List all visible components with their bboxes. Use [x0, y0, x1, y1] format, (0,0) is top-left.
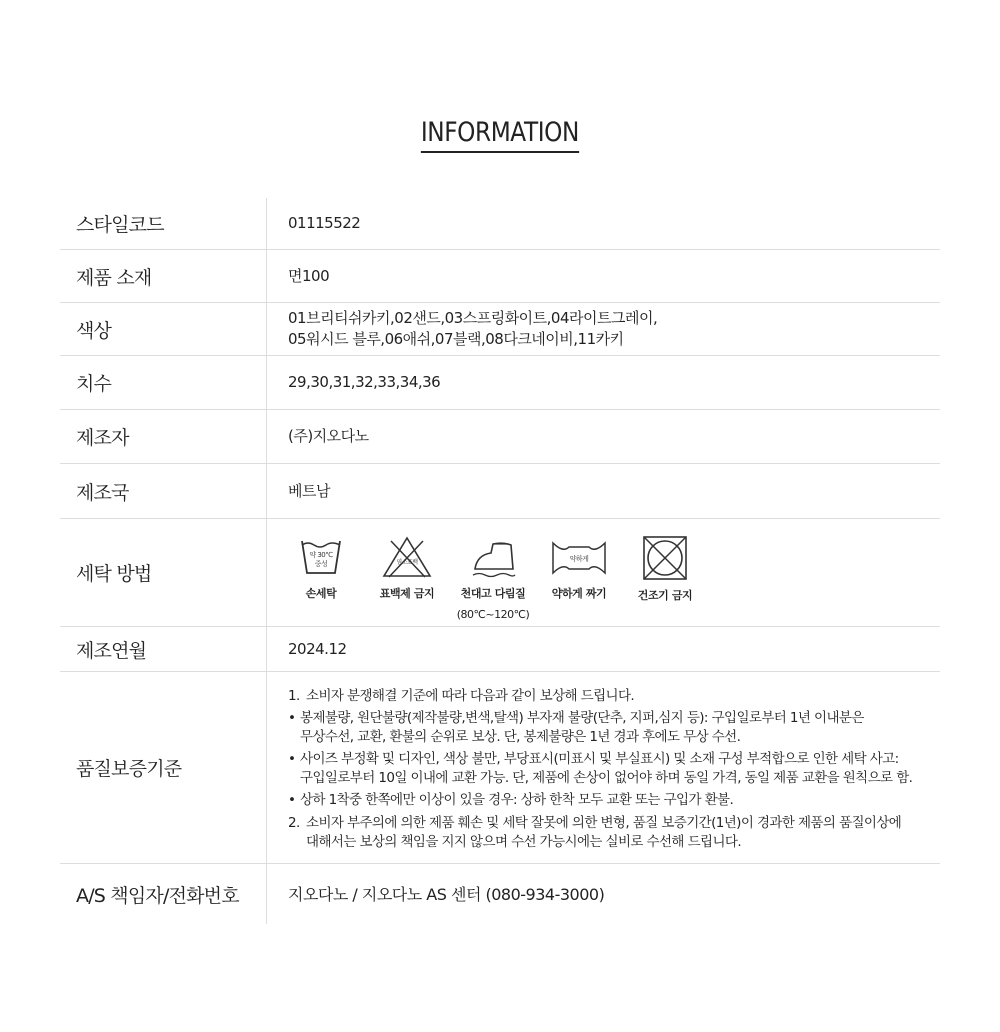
- row-label: 제조국: [60, 464, 267, 518]
- care-label: 손세탁: [305, 587, 337, 600]
- quality-text-line: 소비자 부주의에 의한 제품 훼손 및 세탁 잘못에 의한 변형, 품질 보증기간(1년)이 경과한 제품의 품질이상에: [306, 815, 902, 831]
- page-title-wrap: [0, 116, 1000, 153]
- care-item-gentle-wring: [546, 535, 612, 604]
- row-style-code: [60, 198, 940, 250]
- row-date: [60, 627, 940, 672]
- bullet-line: 상하 1착중 한쪽에만 이상이 있을 경우: 상하 한착 모두 교환 또는 구입가 환불.: [300, 792, 734, 808]
- row-as: [60, 864, 940, 924]
- bullet-line: 무상수선, 교환, 환불의 순위로 보상. 단, 봉제불량은 1년 경과 후에도 무상 수선.: [300, 729, 741, 745]
- row-value: 29,30,31,32,33,34,36: [288, 373, 441, 391]
- row-material: [60, 250, 940, 303]
- bullet-dot: •: [288, 751, 296, 767]
- row-label: 색상: [60, 303, 267, 355]
- care-icons: [267, 519, 940, 626]
- no-tumble-dry-icon: [642, 535, 688, 581]
- quality-num: 1.: [288, 688, 300, 704]
- quality-bullet-2: [288, 750, 940, 788]
- care-label: 표백제 금지: [379, 587, 435, 600]
- row-value: 면100: [288, 266, 330, 285]
- page-title: INFORMATION: [421, 116, 579, 153]
- row-label: 세탁 방법: [60, 519, 267, 626]
- care-item-hand-wash: [288, 535, 354, 604]
- quality-text-line: 소비자 분쟁해결 기준에 따라 다음과 같이 보상해 드립니다.: [306, 688, 635, 704]
- bullet-line: 구입일로부터 10일 이내에 교환 가능. 단, 제품에 손상이 없어야 하며 동일 가격, 동일 제품 교환을 원칙으로 함.: [300, 770, 913, 786]
- hand-wash-temp: 약 30℃: [309, 551, 333, 559]
- row-color: [60, 303, 940, 356]
- care-sub: (80℃~120℃): [456, 608, 530, 621]
- color-line-1: 01브리티쉬카키,02샌드,03스프링화이트,04라이트그레이,: [288, 309, 658, 327]
- iron-icon: [469, 535, 517, 579]
- row-wash: [60, 519, 940, 627]
- row-country: [60, 464, 940, 519]
- row-label: 치수: [60, 356, 267, 409]
- care-label: 천대고 다림질: [460, 587, 526, 600]
- row-label: 스타일코드: [60, 198, 267, 249]
- row-quality: [60, 672, 940, 864]
- care-item-no-bleach: [374, 535, 440, 604]
- row-value: 지오다노 / 지오다노 AS 센터 (080-934-3000): [288, 884, 605, 904]
- bullet-dot: •: [288, 710, 296, 726]
- bullet-dot: •: [288, 792, 296, 808]
- care-item-no-tumble-dry: [632, 535, 698, 606]
- row-value: 01115522: [288, 214, 361, 232]
- row-label: A/S 책임자/전화번호: [60, 864, 267, 924]
- bullet-line: 봉제불량, 원단불량(제작불량,변색,탈색) 부자재 불량(단추, 지퍼,심지 등): 구입일로부터 1년 이내분은: [300, 710, 864, 726]
- row-value: 베트남: [288, 481, 330, 500]
- gentle-wring-text: 약하게: [569, 555, 589, 563]
- care-item-iron: [456, 535, 530, 625]
- row-value: 2024.12: [288, 639, 347, 658]
- hand-wash-icon: [299, 535, 343, 579]
- gentle-wring-icon: [549, 535, 609, 579]
- quality-text: [267, 672, 940, 863]
- care-label: 건조기 금지: [637, 589, 693, 602]
- info-table: [60, 198, 940, 924]
- row-maker: [60, 410, 940, 464]
- bullet-line: 사이즈 부정확 및 디자인, 색상 불만, 부당표시(미표시 및 부실표시) 및 소재 구성 부적합으로 인한 세탁 사고:: [300, 751, 899, 767]
- row-value: [267, 303, 940, 355]
- row-label: 제조자: [60, 410, 267, 463]
- no-bleach-icon: [381, 535, 433, 579]
- hand-wash-neutral: 중성: [314, 560, 328, 568]
- row-label: 품질보증기준: [60, 672, 267, 863]
- quality-bullet-1: [288, 709, 940, 747]
- quality-bullet-3: [288, 791, 940, 810]
- quality-text-line: 대해서는 보상의 책임을 지지 않으며 수선 가능시에는 실비로 수선해 드립니다.: [306, 834, 742, 850]
- care-label: 약하게 짜기: [551, 587, 607, 600]
- quality-item-1: [288, 687, 940, 706]
- row-label: 제품 소재: [60, 250, 267, 302]
- row-value: (주)지오다노: [288, 427, 369, 445]
- color-line-2: 05워시드 블루,06애쉬,07블랙,08다크네이비,11카키: [288, 330, 624, 348]
- row-size: [60, 356, 940, 410]
- row-label: 제조연월: [60, 627, 267, 671]
- no-bleach-text: 염소표백: [396, 559, 418, 566]
- quality-num: 2.: [288, 815, 300, 831]
- quality-item-2: [288, 814, 940, 852]
